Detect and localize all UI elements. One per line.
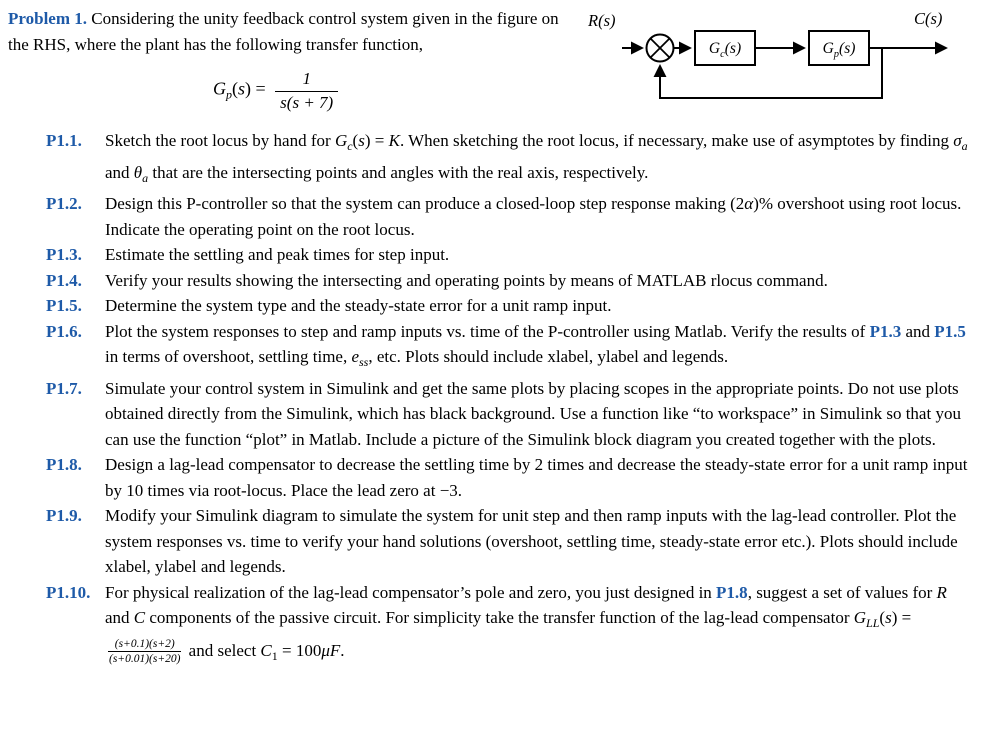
problem-item-label: P1.9. bbox=[46, 506, 82, 525]
problem-item-label: P1.10. bbox=[46, 582, 91, 602]
problem-item-text: Modify your Simulink diagram to simulate the system for unit step and then ramp inputs with the lag-lead controller. Plot the system responses vs. time to verify your hand solutions (overshoot, settling time, steady-state error etc.). Plots should include xlabel, ylabel and legends. bbox=[105, 506, 958, 576]
problem-item bbox=[8, 319, 968, 376]
problem-item-text: Determine the system type and the steady-state error for a unit ramp input. bbox=[105, 296, 612, 315]
inline-fraction: $\frac{1}{s(s + 7)}$ bbox=[275, 68, 338, 113]
problem-item-text: Design a lag-lead compensator to decrease the settling time by 2 times and decrease the steady-state error for a unit ramp input by 10 times via root-locus. Place the lead zero at −3. bbox=[105, 455, 968, 500]
plant-transfer-function bbox=[213, 66, 582, 116]
problem-title: Problem 1. bbox=[8, 9, 88, 28]
problem-header bbox=[8, 6, 968, 118]
inline-fraction: $\frac{(s+0.1)(s+2)}{(s+0.01)(s+20)}$ bbox=[109, 637, 181, 665]
problem-item bbox=[8, 580, 968, 669]
plant-block-label: $G_p(s)$ bbox=[822, 40, 856, 60]
problem-item bbox=[8, 293, 968, 319]
problem-item-text: Plot the system responses to step and ramp inputs vs. time of the P-controller using Matlab. Verify the results of P1.3 and P1.5 in terms of overshoot, settling time, $e_{ss}$, etc. Plots should include xlabel, ylabel and legends. bbox=[105, 321, 966, 369]
problem-intro-text: Considering the unity feedback control system given in the figure on the RHS, where the plant has the following transfer function, bbox=[8, 9, 559, 54]
problem-intro-column bbox=[8, 6, 582, 118]
problem-item-label: P1.7. bbox=[46, 378, 82, 398]
problem-item bbox=[8, 191, 968, 242]
problem-item-text: Simulate your control system in Simulink and get the same plots by placing scopes in the appropriate points. Do not use plots obtained directly from the Simulink, which has black background. Use a function like “to workspace” in Simulink so that you can use the function “plot” in Matlab. Include a picture of the Simulink block diagram you created together with the plots. bbox=[105, 378, 961, 449]
problem-item bbox=[8, 268, 968, 294]
diagram-output-label: C(s) bbox=[914, 9, 943, 28]
controller-block-label: $G_c(s)$ bbox=[708, 40, 742, 60]
diagram-input-label: R(s) bbox=[588, 11, 616, 30]
problem-item bbox=[8, 503, 968, 580]
problem-item-label: P1.1. bbox=[46, 131, 82, 150]
feedback-block-diagram bbox=[582, 6, 968, 112]
problem-item bbox=[8, 242, 968, 268]
problem-item-text: Sketch the root locus by hand for $G_c(s) = K$. When sketching the root locus, if necessary, make use of asymptotes by finding $\sigma_a$ and $\theta_a$ that are the intersecting points and angles with the real axis, respectively. bbox=[105, 131, 968, 185]
problem-item-label: P1.5. bbox=[46, 296, 82, 315]
problem-item bbox=[8, 128, 968, 191]
problem-item-label: P1.8. bbox=[46, 455, 82, 474]
problem-list bbox=[8, 128, 968, 669]
problem-intro bbox=[8, 6, 582, 58]
summing-junction-icon bbox=[647, 35, 674, 62]
problem-item-text: Design this P-controller so that the system can produce a closed-loop step response making (2α)% overshoot using root locus. Indicate the operating point on the root locus. bbox=[105, 194, 962, 239]
problem-item-text: Verify your results showing the intersecting and operating points by means of MATLAB rlocus command. bbox=[105, 270, 828, 290]
problem-item-text: For physical realization of the lag-lead compensator’s pole and zero, you just designed in P1.8, suggest a set of values for R and C components of the passive circuit. For simplicity take the transfer function of the lag-lead compensator $G_{LL}(s)$ = $\frac{(s+0.1)(s+2)}{(s+0.01)(s+20)}$ and select $C_1 = 100\mu F$. bbox=[105, 582, 947, 665]
problem-item bbox=[8, 376, 968, 453]
problem-item-label: P1.3. bbox=[46, 245, 82, 264]
problem-item bbox=[8, 452, 968, 503]
block-diagram bbox=[582, 6, 968, 117]
plant-formula: $G_p(s)$ = $\frac{1}{s(s + 7)}$ bbox=[213, 68, 343, 113]
problem-item-text: Estimate the settling and peak times for step input. bbox=[105, 245, 450, 264]
problem-item-label: P1.2. bbox=[46, 194, 82, 213]
problem-item-label: P1.6. bbox=[46, 321, 82, 341]
problem-item-label: P1.4. bbox=[46, 270, 82, 290]
